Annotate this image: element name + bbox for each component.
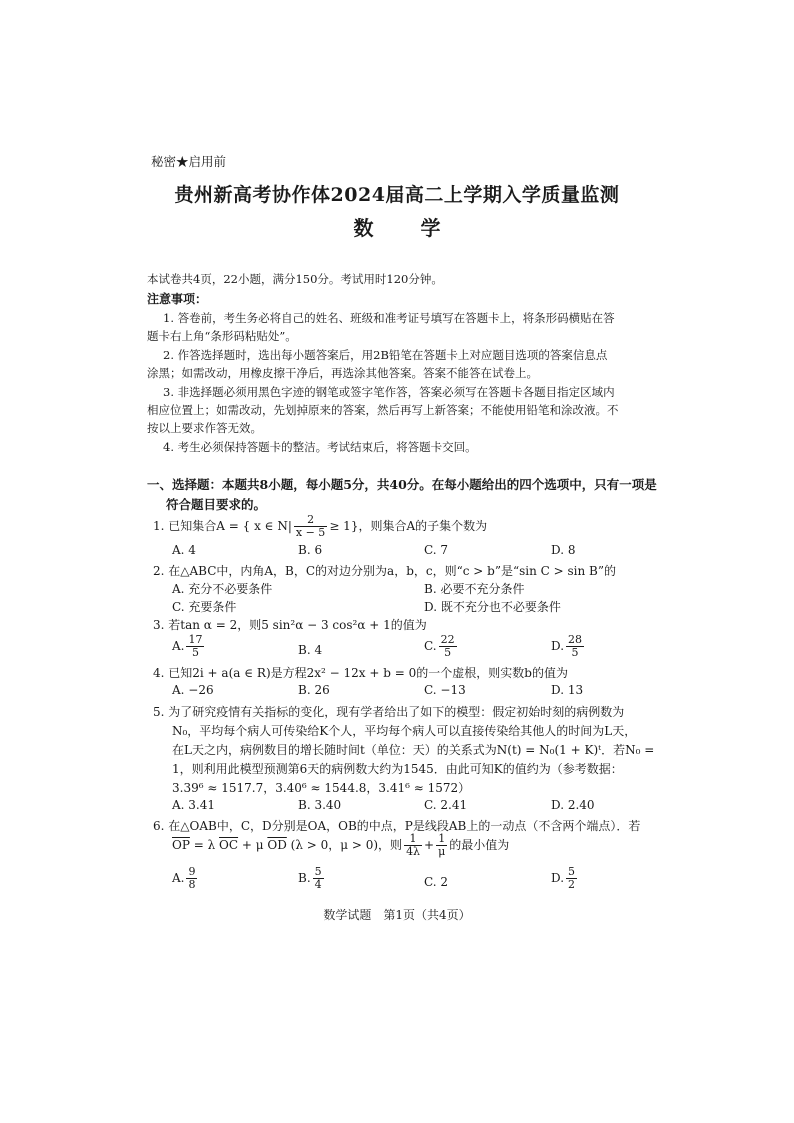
notice-line: 按以上要求作答无效。 (147, 421, 262, 435)
exam-intro: 本试卷共4页，22小题，满分150分。考试用时120分钟。 (147, 272, 443, 286)
question-5-line: 在L天之内，病例数目的增长随时间t（单位：天）的关系式为N(t) = N₀(1 + K)ᵗ．若N₀ = (172, 743, 655, 757)
question-5-line: N₀，平均每个病人可传染给K个人，平均每个病人可以直接传染给其他人的时间为L天， (172, 724, 637, 738)
question-3: 3. 若tan α = 2，则5 sin²α − 3 cos²α + 1的值为 (153, 618, 427, 632)
page-footer: 数学试题 第1页（共4页） (323, 908, 471, 922)
notice-line: 相应位置上；如需改动，先划掉原来的答案，然后再写上新答案；不能使用铅笔和涂改液。不 (147, 403, 619, 417)
notice-line: 涂黑；如需改动，用橡皮擦干净后，再选涂其他答案。答案不能答在试卷上。 (147, 366, 538, 380)
option-c: C. 2.41 (424, 798, 468, 812)
question-4: 4. 已知2i + a(a ∈ R)是方程2x² − 12x + b = 0的一个虚根，则实数b的值为 (153, 666, 568, 680)
exam-title: 贵州新高考协作体2024届高二上学期入学质量监测 (174, 184, 620, 206)
option-b: B. 3.40 (298, 798, 342, 812)
section-heading-line: 一、选择题：本题共8小题，每小题5分，共40分。在每小题给出的四个选项中，只有一项是 (147, 477, 657, 492)
option-a: A. 4 (172, 543, 196, 557)
question-1 (153, 514, 487, 539)
option-c: C. 2 (424, 875, 449, 889)
option-d: D. $\frac{5}{2}$ (551, 865, 576, 891)
fraction: $\frac{1}{4\lambda}$ (406, 832, 421, 858)
vector-od: $\overline{OD}$ (267, 838, 287, 852)
option-d: D. 2.40 (551, 798, 595, 812)
notice-heading: 注意事项： (147, 292, 208, 306)
option-a: A. $\frac{9}{8}$ (172, 865, 196, 891)
option-c: C. 充要条件 (172, 600, 237, 614)
option-c: C. −13 (424, 683, 466, 697)
question-text: 1. 已知集合A = { x ∈ N| (153, 519, 292, 533)
question-6-line: 6. 在△OAB中，C，D分别是OA，OB的中点，P是线段AB上的一动点（不含两个端点）．若 (153, 819, 641, 833)
option-b: B. $\frac{5}{4}$ (298, 865, 322, 891)
fraction: $\frac{5}{2}$ (568, 865, 576, 891)
option-b: B. 4 (298, 643, 323, 657)
section-heading-line: 符合题目要求的。 (166, 497, 267, 512)
question-5-line: 3.39⁶ ≈ 1517.7，3.40⁶ ≈ 1544.8，3.41⁶ ≈ 1572） (172, 781, 471, 795)
option-d: D. 8 (551, 543, 576, 557)
option-a: A. 充分不必要条件 (172, 582, 273, 596)
notice-line: 1. 答卷前，考生务必将自己的姓名、班级和准考证号填写在答题卡上，将条形码横贴在答 (163, 311, 615, 325)
question-5-line: 5. 为了研究疫情有关指标的变化，现有学者给出了如下的模型：假定初始时刻的病例数为 (153, 705, 625, 719)
option-d: D. 13 (551, 683, 584, 697)
notice-line: 2. 作答选择题时，选出每小题答案后，用2B铅笔在答题卡上对应题目选项的答案信息点 (163, 348, 608, 362)
fraction: $\frac{17}{5}$ (188, 633, 203, 659)
option-a: A. −26 (172, 683, 214, 697)
option-b: B. 26 (298, 683, 330, 697)
fraction: $\frac{5}{4}$ (314, 865, 322, 891)
question-text: ≥ 1}，则集合A的子集个数为 (329, 519, 488, 533)
notice-line: 4. 考生必须保持答题卡的整洁。考试结束后，将答题卡交回。 (163, 440, 477, 454)
option-c: C. $\frac{22}{5}$ (424, 633, 455, 659)
option-b: B. 必要不充分条件 (424, 582, 525, 596)
option-d: D. $\frac{28}{5}$ (551, 633, 583, 659)
fraction: $\frac{1}{\mu}$ (438, 832, 446, 858)
fraction: $\frac{9}{8}$ (188, 865, 196, 891)
fraction: $\frac{22}{5}$ (440, 633, 455, 659)
option-a: A. 3.41 (172, 798, 216, 812)
notice-line: 题卡右上角“条形码粘贴处”。 (147, 329, 297, 343)
question-6-line: $\overline{OP} = \lambda$ $\overline{OC} + \mu$ $\overline{OD}$ (λ > 0，μ > 0)，则 $\frac{1}{4\lambda}$ + $\frac{1}{\mu}$ 的最小值为 (172, 832, 510, 858)
vector-oc: $\overline{OC}$ (219, 838, 239, 852)
fraction: $\frac{2}{x - 5}$ (295, 513, 326, 539)
option-a: A. $\frac{17}{5}$ (172, 633, 203, 659)
option-c: C. 7 (424, 543, 449, 557)
subject-title: 数 学 (353, 216, 461, 240)
section-heading (147, 475, 657, 515)
question-2: 2. 在△ABC中，内角A，B，C的对边分别为a，b，c，则“c > b”是“sin C > sin B”的 (153, 564, 616, 578)
notice-line: 3. 非选择题必须用黑色字迹的钢笔或签字笔作答，答案必须写在答题卡各题目指定区域内 (163, 385, 615, 399)
question-5-line: 1，则利用此模型预测第6天的病例数大约为1545．由此可知K的值约为（参考数据： (172, 762, 623, 776)
vector-op: $\overline{OP}$ (172, 838, 190, 852)
option-d: D. 既不充分也不必要条件 (424, 600, 561, 614)
option-b: B. 6 (298, 543, 323, 557)
confidential-label: 秘密★启用前 (151, 154, 227, 169)
fraction: $\frac{28}{5}$ (568, 633, 583, 659)
